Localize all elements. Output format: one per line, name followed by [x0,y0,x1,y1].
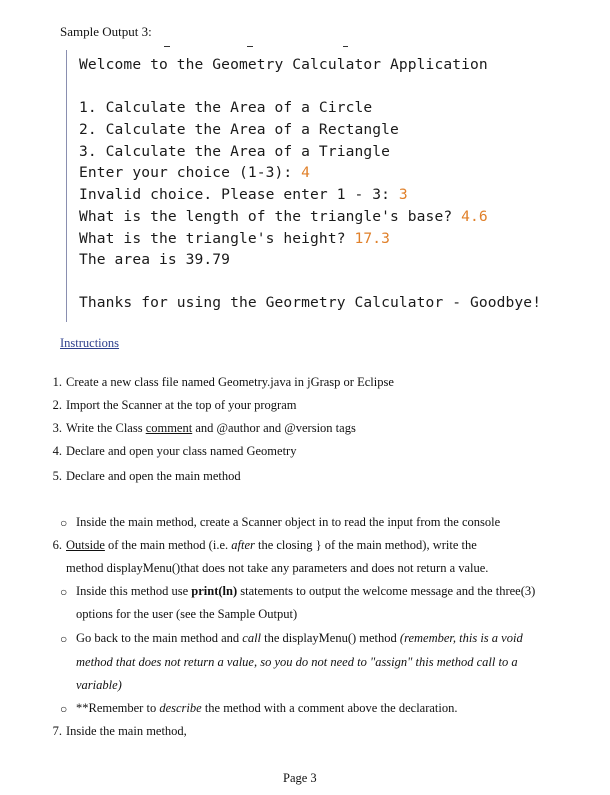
list-item [40,421,560,444]
step-number: 5. [52,469,62,483]
bullet-call-line1: Go back to the main method and call the displayMenu() method (remember, this is a void [76,631,523,645]
sample-output-label: Sample Output 3: [60,24,152,39]
console-menu-item: 2. Calculate the Area of a Rectangle [79,121,399,138]
step-number: 3. [52,421,62,435]
list-item [40,469,560,492]
list-item [40,444,560,469]
bullet-call-line3: variable) [76,678,122,692]
step-text: Write the Class comment and @author and @version tags [66,421,356,435]
bullet-describe-text: **Remember to describe the method with a comment above the declaration. [76,701,458,715]
bullet-circle-icon: ○ [60,632,68,646]
console-welcome: Welcome to the Geometry Calculator Application [79,56,488,73]
step-text: Declare and open the main method [66,469,241,483]
console-goodbye: Thanks for using the Geormetry Calculator - Goodbye! [79,294,542,311]
console-user-input: 3 [398,186,408,203]
step-number: 2. [52,398,62,412]
console-prompt: What is the triangle's height? [79,230,355,247]
bullet-call-line2: method that does not return a value, so you do not need to "assign" this method call to a [76,655,518,669]
step6-line2: method displayMenu()that does not take any parameters and does not return a value. [66,561,489,575]
step-number: 7. [52,724,62,738]
console-prompt: What is the length of the triangle's base? [79,208,462,225]
console-area-result: The area is 39.79 [79,251,231,268]
step-list [40,375,560,492]
step7-text: Inside the main method, [66,724,187,738]
list-item [40,375,560,398]
bullet-println-line2: options for the user (see the Sample Output) [76,607,298,621]
console-height-line [79,230,390,247]
step-number: 1. [52,375,62,389]
bullet-circle-icon: ○ [60,516,68,530]
bullet-println-line1: Inside this method use print(ln) statements to output the welcome message and the three(3) [76,584,536,598]
console-base-line [79,208,488,225]
console-menu-item: 1. Calculate the Area of a Circle [79,99,373,116]
console-prompt: Invalid choice. Please enter 1 - 3: [79,186,399,203]
step-number: 4. [52,444,62,458]
artifact-dash [247,46,253,47]
bullet-circle-icon: ○ [60,702,68,716]
bullet-scanner-text: Inside the main method, create a Scanner object in to read the input from the console [76,515,501,529]
console-output [66,50,597,322]
artifact-dash [343,46,348,47]
list-item [40,398,560,421]
console-user-input: 4.6 [461,208,488,225]
instructions-heading[interactable]: Instructions [60,336,120,350]
step-text: Import the Scanner at the top of your program [66,398,297,412]
bullet-circle-icon: ○ [60,585,68,599]
step-number: 6. [52,538,62,552]
console-user-input: 4 [301,164,311,181]
step6-line1: Outside of the main method (i.e. after the closing } of the main method), write the [66,538,477,552]
console-user-input: 17.3 [354,230,391,247]
console-choice-line [79,164,310,181]
step-text: Declare and open your class named Geometry [66,444,297,458]
console-menu-item: 3. Calculate the Area of a Triangle [79,143,391,160]
page-number: Page 3 [283,771,317,785]
console-prompt: Enter your choice (1-3): [79,164,302,181]
step-text: Create a new class file named Geometry.java in jGrasp or Eclipse [66,375,394,389]
artifact-dash [164,46,170,47]
console-invalid-line [79,186,408,203]
